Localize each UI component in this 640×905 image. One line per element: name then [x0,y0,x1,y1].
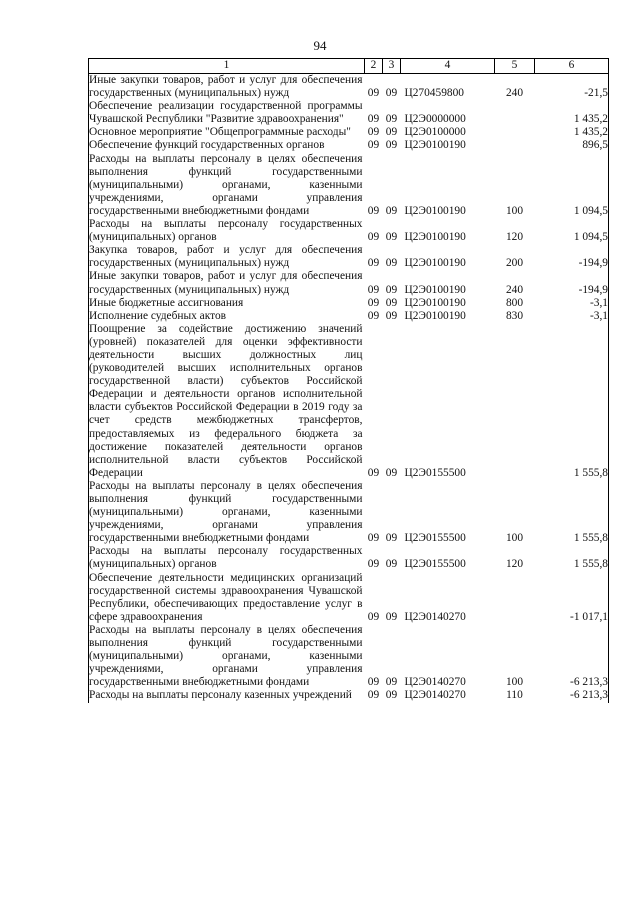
row-section-code: 09 [367,558,380,571]
row-expense-type: 100 [505,532,524,545]
row-amount: 1 555,8 [535,323,609,480]
row-section-code: 09 [367,204,380,217]
row-expense-type: 830 [505,309,524,322]
row-amount: 1 555,8 [535,545,609,571]
row-target-article: Ц2Э0100190 [404,296,466,309]
row-name: Исполнение судебных актов [89,310,365,323]
row-subsection-code: 09 [385,689,398,702]
row-section-code: 09 [367,309,380,322]
row-subsection-code: 09 [385,257,398,270]
header-col-amount: 6 [535,59,609,74]
table-row [89,126,609,139]
table-body [89,74,609,703]
row-name: Иные бюджетные ассигнования [89,297,365,310]
row-target-article: Ц2Э0100190 [404,309,466,322]
row-section-code: 09 [367,466,380,479]
row-subsection-code: 09 [385,558,398,571]
table-row [89,572,609,624]
row-subsection-code: 09 [385,309,398,322]
row-amount: -194,9 [535,244,609,270]
row-name: Основное мероприятие "Общепрограммные расходы" [89,126,365,139]
table-row [89,153,609,218]
row-section-code: 09 [367,532,380,545]
row-subsection-code: 09 [385,296,398,309]
row-subsection-code: 09 [385,610,398,623]
budget-table [88,58,609,703]
table-row [89,74,609,101]
row-section-code: 09 [367,689,380,702]
row-name: Расходы на выплаты персоналу в целях обеспечения выполнения функций государственными (муниципальными) органами, казенными учреждениями, органами управления государственными внебюджетными фондами [89,623,363,689]
row-expense-type: 200 [505,257,524,270]
row-subsection-code: 09 [385,87,398,100]
row-target-article: Ц2Э0100190 [404,283,466,296]
row-amount: 1 435,2 [535,100,609,126]
row-name: Расходы на выплаты персоналу государственных (муниципальных) органов [89,545,363,571]
row-amount: 1 094,5 [535,153,609,218]
row-section-code: 09 [367,296,380,309]
row-name: Расходы на выплаты персоналу в целях обеспечения выполнения функций государственными (муниципальными) органами, казенными учреждениями, органами управления государственными внебюджетными фондами [89,152,363,217]
table-row [89,689,609,702]
row-section-code: 09 [367,610,380,623]
row-target-article: Ц2Э0100190 [404,204,466,217]
row-section-code: 09 [367,676,380,689]
row-amount: -194,9 [535,270,609,296]
page-number: 94 [313,38,327,53]
row-name: Обеспечение реализации государственной программы Чувашской Республики "Развитие здравоохранения" [89,100,363,126]
row-section-code: 09 [367,283,380,296]
row-amount: -6 213,3 [535,689,609,702]
row-amount: 896,5 [535,139,609,152]
row-subsection-code: 09 [385,676,398,689]
row-expense-type: 240 [505,87,524,100]
table-row [89,244,609,270]
row-amount: -21,5 [535,74,609,101]
row-expense-type [495,100,535,126]
row-target-article: Ц2Э0155500 [404,558,466,571]
row-subsection-code: 09 [385,283,398,296]
row-expense-type: 800 [505,296,524,309]
row-subsection-code: 09 [385,204,398,217]
row-target-article: Ц2Э0100000 [404,126,466,139]
header-col-target-article: 4 [401,59,495,74]
row-target-article: Ц2Э0140270 [404,610,466,623]
row-subsection-code: 09 [385,113,398,126]
row-name: Обеспечение деятельности медицинских организаций государственной системы здравоохранения Чувашской Республики, обеспечивающих предоставление услуг в сфере здравоохранения [89,571,363,623]
row-expense-type: 110 [506,689,523,702]
row-subsection-code: 09 [385,126,398,139]
row-section-code: 09 [367,231,380,244]
table-row [89,480,609,545]
table-row [89,624,609,689]
row-expense-type: 100 [505,676,524,689]
row-name: Закупка товаров, работ и услуг для обеспечения государственных (муниципальных) нужд [89,244,363,270]
row-section-code: 09 [367,126,380,139]
row-section-code: 09 [367,87,380,100]
row-target-article: Ц2Э0155500 [404,466,466,479]
table-row [89,297,609,310]
header-col-expense-type: 5 [495,59,535,74]
row-target-article: Ц2Э0140270 [404,689,466,702]
row-target-article: Ц2Э0140270 [404,676,466,689]
row-target-article: Ц2Э0155500 [404,532,466,545]
row-name: Расходы на выплаты персоналу казенных учреждений [89,689,365,702]
header-col-subsection: 3 [383,59,401,74]
row-target-article: Ц270459800 [404,87,464,100]
table-row [89,310,609,323]
table-row [89,545,609,571]
row-amount: -3,1 [535,310,609,323]
row-target-article: Ц2Э0100190 [404,257,466,270]
row-target-article: Ц2Э0000000 [404,113,466,126]
row-section-code: 09 [367,113,380,126]
row-amount: 1 094,5 [535,218,609,244]
row-target-article: Ц2Э0100190 [404,139,466,152]
header-col-name: 1 [89,59,365,74]
row-name: Поощрение за содействие достижению значений (уровней) показателей для оценки эффективности деятельности высших должностных лиц (руководителей высших исполнительных органов государственной власти) субъектов Российской Федерации и деятельности органов исполнительной власти субъектов Российской Федерации в 2019 году за счет средств межбюджетных трансфертов, предоставляемых из федерального бюджета за достижение показателей деятельности органов исполнительной власти субъектов Российской Федерации [89,322,363,479]
table-row [89,139,609,152]
row-name: Иные закупки товаров, работ и услуг для обеспечения государственных (муниципальных) нужд [89,270,363,296]
row-name: Расходы на выплаты персоналу в целях обеспечения выполнения функций государственными (муниципальными) органами, казенными учреждениями, органами управления государственными внебюджетными фондами [89,479,363,545]
row-name: Расходы на выплаты персоналу государственных (муниципальных) органов [89,218,363,244]
table-row [89,100,609,126]
table-row [89,270,609,296]
row-expense-type [495,139,535,152]
table-row [89,218,609,244]
table-row [89,323,609,480]
row-expense-type: 120 [505,231,524,244]
row-expense-type: 120 [505,558,524,571]
row-amount: -1 017,1 [535,572,609,624]
row-subsection-code: 09 [385,139,398,152]
row-subsection-code: 09 [385,532,398,545]
row-expense-type: 240 [505,283,524,296]
row-amount: -3,1 [535,297,609,310]
row-amount: -6 213,3 [535,624,609,689]
row-section-code: 09 [367,139,380,152]
row-name: Обеспечение функций государственных органов [89,139,365,152]
row-expense-type [495,572,535,624]
row-amount: 1 555,8 [535,480,609,545]
row-expense-type: 100 [505,204,524,217]
row-expense-type [495,323,535,480]
row-section-code: 09 [367,257,380,270]
row-amount: 1 435,2 [535,126,609,139]
row-expense-type [495,126,535,139]
row-subsection-code: 09 [385,466,398,479]
table-header-row [89,59,609,74]
row-target-article: Ц2Э0100190 [404,231,466,244]
header-col-section: 2 [365,59,383,74]
row-name: Иные закупки товаров, работ и услуг для обеспечения государственных (муниципальных) нужд [89,74,363,100]
row-subsection-code: 09 [385,231,398,244]
